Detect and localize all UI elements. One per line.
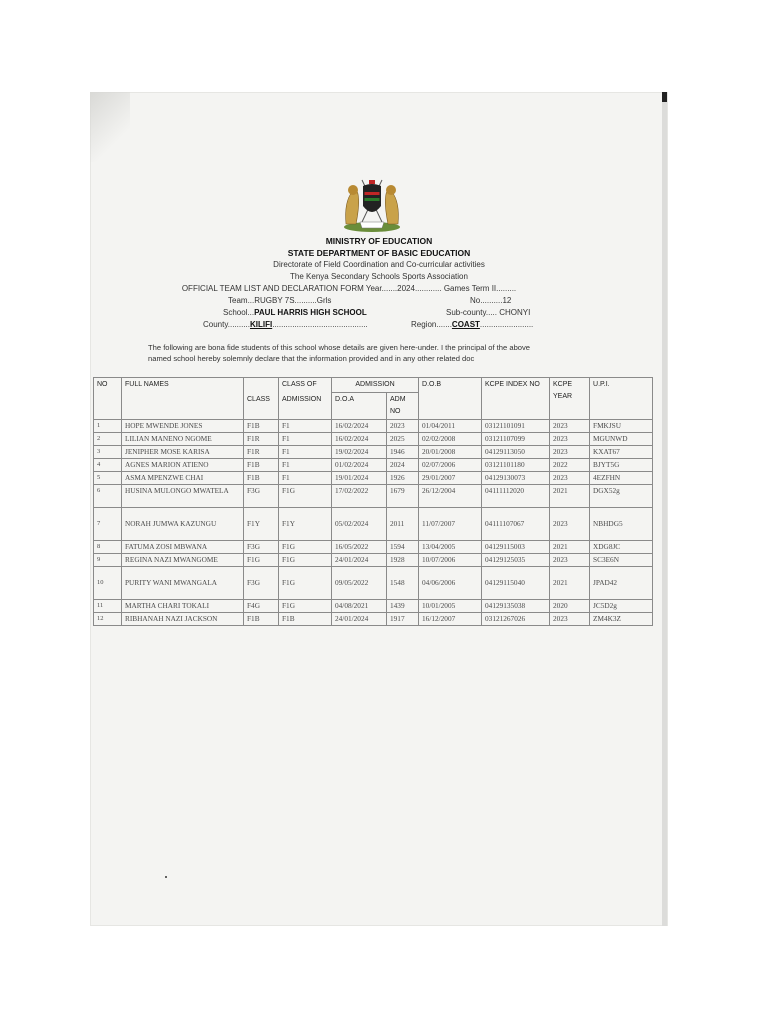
cell-class: F1G bbox=[244, 554, 279, 567]
cell-kcpe: 03121107099 bbox=[482, 433, 550, 446]
cell-kcpe: 04129115040 bbox=[482, 567, 550, 600]
form-title: OFFICIAL TEAM LIST AND DECLARATION FORM Year.......2024............ Games Term II......... bbox=[181, 284, 517, 293]
cell-class: F1B bbox=[244, 613, 279, 626]
table-row bbox=[94, 459, 653, 472]
county-dots: ........................................... bbox=[272, 320, 368, 329]
cell-dob: 02/02/2008 bbox=[419, 433, 482, 446]
cell-adm: 2024 bbox=[387, 459, 419, 472]
table-row bbox=[94, 613, 653, 626]
team-field: Team...RUGBY 7S..........Grls bbox=[228, 296, 332, 305]
cell-class: F1R bbox=[244, 433, 279, 446]
cell-name: HUSINA MULONGO MWATELA bbox=[122, 485, 244, 508]
col-upi-header: U.P.I. bbox=[590, 378, 653, 420]
cell-year: 2023 bbox=[550, 446, 590, 459]
cell-upi: SC3E6N bbox=[590, 554, 653, 567]
cell-upi: BJYT5G bbox=[590, 459, 653, 472]
cell-kcpe: 04111112020 bbox=[482, 485, 550, 508]
cell-adm: 1594 bbox=[387, 541, 419, 554]
cell-doa: 01/02/2024 bbox=[332, 459, 387, 472]
cell-no: 6 bbox=[94, 485, 122, 508]
cell-adm: 2023 bbox=[387, 420, 419, 433]
cell-no: 7 bbox=[94, 508, 122, 541]
cell-adm: 2025 bbox=[387, 433, 419, 446]
scan-smudge bbox=[90, 92, 130, 162]
cell-dob: 04/06/2006 bbox=[419, 567, 482, 600]
county-label: County.......... bbox=[203, 320, 250, 329]
cell-adm: 2011 bbox=[387, 508, 419, 541]
cell-upi: ZM4K3Z bbox=[590, 613, 653, 626]
cell-name: LILIAN MANENO NGOME bbox=[122, 433, 244, 446]
cell-upi: NBHDG5 bbox=[590, 508, 653, 541]
cell-kcpe: 03121101091 bbox=[482, 420, 550, 433]
region-label: Region....... bbox=[411, 320, 452, 329]
cell-year: 2023 bbox=[550, 433, 590, 446]
col-no-header: NO bbox=[94, 378, 122, 420]
cell-kcpe: 03121101180 bbox=[482, 459, 550, 472]
declaration-line-2: named school hereby solemnly declare that the information provided and in any other related doc bbox=[148, 354, 475, 363]
cell-class-of: F1G bbox=[279, 541, 332, 554]
cell-no: 12 bbox=[94, 613, 122, 626]
table-row bbox=[94, 600, 653, 613]
cell-year: 2022 bbox=[550, 459, 590, 472]
cell-doa: 16/02/2024 bbox=[332, 420, 387, 433]
cell-name: HOPE MWENDE JONES bbox=[122, 420, 244, 433]
table-row bbox=[94, 472, 653, 485]
association-title: The Kenya Secondary Schools Sports Association bbox=[290, 272, 468, 281]
cell-name: FATUMA ZOSI MBWANA bbox=[122, 541, 244, 554]
county-field bbox=[203, 320, 368, 329]
cell-class: F1B bbox=[244, 472, 279, 485]
cell-doa: 24/01/2024 bbox=[332, 554, 387, 567]
cell-adm: 1439 bbox=[387, 600, 419, 613]
cell-class-of: F1 bbox=[279, 459, 332, 472]
school-value: PAUL HARRIS HIGH SCHOOL bbox=[254, 308, 367, 317]
cell-year: 2021 bbox=[550, 567, 590, 600]
cell-year: 2023 bbox=[550, 508, 590, 541]
cell-doa: 19/02/2024 bbox=[332, 446, 387, 459]
page-edge-mark bbox=[662, 92, 667, 102]
department-title: STATE DEPARTMENT OF BASIC EDUCATION bbox=[287, 248, 471, 258]
page-edge bbox=[662, 92, 667, 926]
cell-dob: 01/04/2011 bbox=[419, 420, 482, 433]
cell-year: 2023 bbox=[550, 420, 590, 433]
table-row bbox=[94, 508, 653, 541]
cell-class-of: F1G bbox=[279, 554, 332, 567]
team-number-field: No..........12 bbox=[470, 296, 512, 305]
cell-class: F1R bbox=[244, 446, 279, 459]
cell-upi: FMKJSU bbox=[590, 420, 653, 433]
table-row bbox=[94, 554, 653, 567]
cell-no: 5 bbox=[94, 472, 122, 485]
col-adm-no-header: ADM NO bbox=[387, 393, 419, 420]
col-class-header: CLASS bbox=[244, 393, 279, 420]
table-row bbox=[94, 541, 653, 554]
cell-kcpe: 04129125035 bbox=[482, 554, 550, 567]
cell-doa: 16/05/2022 bbox=[332, 541, 387, 554]
cell-dob: 10/01/2005 bbox=[419, 600, 482, 613]
region-dots: ........................ bbox=[479, 320, 534, 329]
cell-dob: 26/12/2004 bbox=[419, 485, 482, 508]
cell-doa: 05/02/2024 bbox=[332, 508, 387, 541]
cell-year: 2021 bbox=[550, 541, 590, 554]
subcounty-field: Sub-county..... CHONYI bbox=[446, 308, 531, 317]
cell-class: F1B bbox=[244, 459, 279, 472]
cell-upi: MGUNWD bbox=[590, 433, 653, 446]
cell-adm: 1548 bbox=[387, 567, 419, 600]
col-class-admission-header: ADMISSION bbox=[279, 393, 332, 420]
cell-upi: JPAD42 bbox=[590, 567, 653, 600]
declaration-line-1: The following are bona fide students of this school whose details are given here-under. I the principal of the above bbox=[148, 343, 531, 352]
cell-doa: 16/02/2024 bbox=[332, 433, 387, 446]
cell-dob: 29/01/2007 bbox=[419, 472, 482, 485]
col-class-spacer bbox=[244, 378, 279, 393]
cell-year: 2023 bbox=[550, 613, 590, 626]
cell-name: JENIPHER MOSE KARISA bbox=[122, 446, 244, 459]
col-kcpe-index-header: KCPE INDEX NO bbox=[482, 378, 550, 420]
cell-doa: 17/02/2022 bbox=[332, 485, 387, 508]
cell-upi: JC5D2g bbox=[590, 600, 653, 613]
cell-class-of: F1G bbox=[279, 600, 332, 613]
table-row bbox=[94, 433, 653, 446]
cell-adm: 1928 bbox=[387, 554, 419, 567]
cell-class: F3G bbox=[244, 541, 279, 554]
cell-kcpe: 04129130073 bbox=[482, 472, 550, 485]
team-list-table bbox=[93, 377, 653, 626]
cell-name: ASMA MPENZWE CHAI bbox=[122, 472, 244, 485]
cell-class: F1B bbox=[244, 420, 279, 433]
cell-no: 10 bbox=[94, 567, 122, 600]
cell-year: 2020 bbox=[550, 600, 590, 613]
cell-class-of: F1G bbox=[279, 567, 332, 600]
cell-no: 11 bbox=[94, 600, 122, 613]
cell-no: 4 bbox=[94, 459, 122, 472]
col-kcpe-year-header: KCPE YEAR bbox=[550, 378, 590, 420]
cell-no: 9 bbox=[94, 554, 122, 567]
cell-name: AGNES MARION ATIENO bbox=[122, 459, 244, 472]
cell-doa: 09/05/2022 bbox=[332, 567, 387, 600]
cell-adm: 1679 bbox=[387, 485, 419, 508]
table-row bbox=[94, 420, 653, 433]
region-value: COAST bbox=[451, 320, 480, 329]
cell-class-of: F1Y bbox=[279, 508, 332, 541]
cell-class-of: F1 bbox=[279, 433, 332, 446]
cell-no: 2 bbox=[94, 433, 122, 446]
cell-year: 2023 bbox=[550, 472, 590, 485]
cell-upi: KXAT67 bbox=[590, 446, 653, 459]
cell-upi: 4EZFHN bbox=[590, 472, 653, 485]
cell-class-of: F1 bbox=[279, 472, 332, 485]
col-names-header: FULL NAMES bbox=[122, 378, 244, 420]
cell-upi: XDG8JC bbox=[590, 541, 653, 554]
cell-dob: 11/07/2007 bbox=[419, 508, 482, 541]
cell-kcpe: 04129135038 bbox=[482, 600, 550, 613]
cell-dob: 13/04/2005 bbox=[419, 541, 482, 554]
cell-year: 2023 bbox=[550, 554, 590, 567]
col-dob-header: D.O.B bbox=[419, 378, 482, 420]
cell-class: F4G bbox=[244, 600, 279, 613]
cell-class: F1Y bbox=[244, 508, 279, 541]
cell-kcpe: 04129115003 bbox=[482, 541, 550, 554]
cell-dob: 20/01/2008 bbox=[419, 446, 482, 459]
cell-dob: 02/07/2006 bbox=[419, 459, 482, 472]
cell-name: MARTHA CHARI TOKALI bbox=[122, 600, 244, 613]
table-row bbox=[94, 446, 653, 459]
cell-year: 2021 bbox=[550, 485, 590, 508]
cell-no: 1 bbox=[94, 420, 122, 433]
cell-doa: 24/01/2024 bbox=[332, 613, 387, 626]
col-class-of-header: CLASS OF bbox=[279, 378, 332, 393]
cell-class-of: F1G bbox=[279, 485, 332, 508]
cell-name: REGINA NAZI MWANGOME bbox=[122, 554, 244, 567]
cell-dob: 10/07/2006 bbox=[419, 554, 482, 567]
col-doa-header: D.O.A bbox=[332, 393, 387, 420]
cell-class-of: F1 bbox=[279, 420, 332, 433]
cell-adm: 1926 bbox=[387, 472, 419, 485]
cell-dob: 16/12/2007 bbox=[419, 613, 482, 626]
cell-class-of: F1 bbox=[279, 446, 332, 459]
region-field bbox=[411, 320, 533, 329]
school-label: School... bbox=[223, 308, 255, 317]
table-header-row bbox=[94, 378, 653, 393]
cell-class: F3G bbox=[244, 485, 279, 508]
county-value: KILIFI bbox=[249, 320, 273, 329]
cell-kcpe: 03121267026 bbox=[482, 613, 550, 626]
cell-kcpe: 04129113050 bbox=[482, 446, 550, 459]
scan-speck bbox=[165, 876, 167, 878]
cell-class-of: F1B bbox=[279, 613, 332, 626]
school-field bbox=[223, 308, 367, 317]
cell-adm: 1917 bbox=[387, 613, 419, 626]
cell-doa: 04/08/2021 bbox=[332, 600, 387, 613]
cell-upi: DGX52g bbox=[590, 485, 653, 508]
cell-name: RIBHANAH NAZI JACKSON bbox=[122, 613, 244, 626]
cell-kcpe: 04111107067 bbox=[482, 508, 550, 541]
cell-no: 8 bbox=[94, 541, 122, 554]
ministry-title: MINISTRY OF EDUCATION bbox=[325, 236, 433, 246]
table-row bbox=[94, 485, 653, 508]
cell-name: PURITY WANI MWANGALA bbox=[122, 567, 244, 600]
cell-no: 3 bbox=[94, 446, 122, 459]
declaration-text bbox=[148, 342, 618, 364]
cell-name: NORAH JUMWA KAZUNGU bbox=[122, 508, 244, 541]
col-admission-header: ADMISSION bbox=[332, 378, 419, 393]
directorate-title: Directorate of Field Coordination and Co-curricular activities bbox=[273, 260, 485, 269]
table-row bbox=[94, 567, 653, 600]
cell-class: F3G bbox=[244, 567, 279, 600]
cell-adm: 1946 bbox=[387, 446, 419, 459]
cell-doa: 19/01/2024 bbox=[332, 472, 387, 485]
coat-of-arms-icon bbox=[336, 172, 408, 234]
